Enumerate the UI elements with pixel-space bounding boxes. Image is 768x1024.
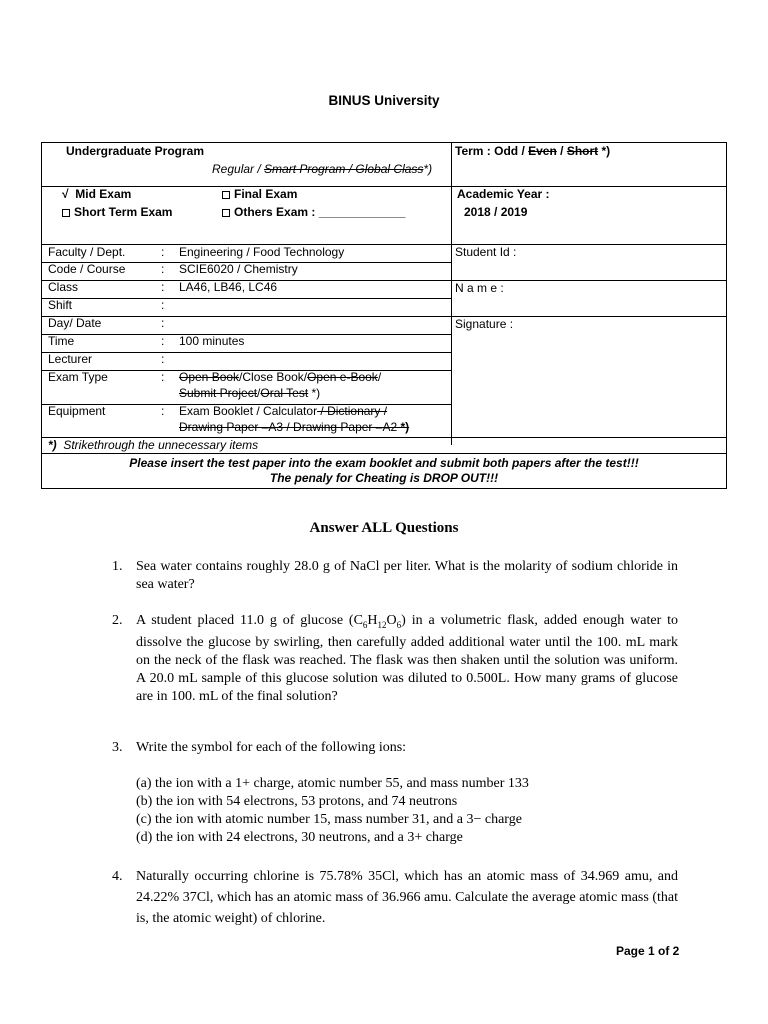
field-row-course xyxy=(42,262,451,281)
check-mark-icon: √ xyxy=(62,187,69,201)
mid-exam-label: Mid Exam xyxy=(75,187,132,201)
field-row-shift xyxy=(42,298,451,317)
exam-type-options-cell xyxy=(42,187,452,244)
academic-year-cell xyxy=(452,187,726,244)
field-row-time xyxy=(42,334,451,353)
subscript: 6 xyxy=(362,619,368,630)
equipment-line1 xyxy=(179,404,387,418)
program-type-regular: Regular / xyxy=(212,162,265,176)
question-number: 2. xyxy=(112,613,123,628)
field-colon: : xyxy=(161,316,165,330)
name-label: N a m e : xyxy=(455,281,504,295)
field-row-exam-type xyxy=(42,370,451,405)
equipment-dictionary: / Dictionary / xyxy=(317,404,388,418)
field-row-faculty xyxy=(42,245,451,263)
checkbox-icon xyxy=(222,209,230,217)
field-colon: : xyxy=(161,404,165,418)
exam-type-open-book: Open Book xyxy=(179,370,240,384)
program-type-end: *) xyxy=(423,162,433,176)
field-label: Equipment xyxy=(48,404,106,418)
question-text-part: H xyxy=(367,613,378,628)
field-label: Code / Course xyxy=(48,262,126,276)
strike-note xyxy=(48,438,258,452)
signature-row xyxy=(452,316,726,436)
program-type-struck: Smart Program / Global Class xyxy=(264,162,424,176)
university-title: BINUS University xyxy=(328,93,440,108)
exam-type-submit-project: Submit Project xyxy=(179,386,258,400)
term-odd: Term : Odd / xyxy=(455,144,529,158)
term-label xyxy=(455,144,610,158)
field-label: Lecturer xyxy=(48,352,93,366)
exam-type-slash: / xyxy=(257,386,261,400)
others-exam-label: Others Exam : _____________ xyxy=(234,205,406,219)
checkbox-icon xyxy=(222,191,230,199)
question-text xyxy=(136,612,678,706)
exam-type-line1 xyxy=(179,370,381,384)
term-end: *) xyxy=(598,144,611,158)
term-slash: / xyxy=(556,144,567,158)
program-cell xyxy=(42,143,452,186)
short-term-exam-label: Short Term Exam xyxy=(74,205,173,219)
question-item: (c) the ion with atomic number 15, mass number 31, and a 3− charge xyxy=(136,812,522,827)
equipment-drawing-paper: Drawing Paper –A3 / Drawing Paper –A2 xyxy=(179,420,401,434)
subscript: 6 xyxy=(396,619,402,630)
short-term-exam-option[interactable] xyxy=(62,205,172,219)
question-text-part: O xyxy=(386,613,397,628)
others-exam-option[interactable] xyxy=(222,205,405,219)
question-text: Sea water contains roughly 28.0 g of NaCl per liter. What is the molarity of sodium chloride in sea water? xyxy=(136,559,678,592)
field-value: 100 minutes xyxy=(179,334,245,348)
question-text-part: ) in a volumetric flask, added enough water to dissolve the glucose by swirling, then carefully added additional water until the 100. mL mark on the neck of the flask was reached. The flask was then shaken until the solution was uniform. A 20.0 mL sample of this glucose solution was diluted to 0.500L. How many grams of glucose are in 100. mL of the final solution? xyxy=(136,613,679,704)
field-colon: : xyxy=(161,262,165,276)
term-cell xyxy=(452,143,726,186)
exam-type-slash: / xyxy=(377,370,382,384)
field-colon: : xyxy=(161,352,165,366)
term-short: Short xyxy=(566,144,599,158)
question-text: Write the symbol for each of the following ions: xyxy=(136,740,407,755)
notice-line-1: Please insert the test paper into the exam booklet and submit both papers after the test!!! xyxy=(129,456,639,470)
info-fields-cell xyxy=(42,245,452,445)
question-number: 1. xyxy=(112,559,123,574)
field-colon: : xyxy=(161,370,165,384)
exam-type-open-ebook: Open e-Book xyxy=(307,370,378,384)
field-row-lecturer xyxy=(42,352,451,371)
mid-exam-option[interactable] xyxy=(62,187,131,201)
field-label: Exam Type xyxy=(48,370,108,384)
field-label: Faculty / Dept. xyxy=(48,245,126,259)
academic-year-value: 2018 / 2019 xyxy=(464,205,528,219)
question-item: (b) the ion with 54 electrons, 53 protons, and 74 neutrons xyxy=(136,794,458,809)
program-type xyxy=(212,162,432,176)
field-label: Time xyxy=(48,334,75,348)
field-colon: : xyxy=(161,334,165,348)
equipment-end: *) xyxy=(400,420,410,434)
program-row xyxy=(42,143,726,187)
field-colon: : xyxy=(161,245,165,259)
student-info-cell xyxy=(452,245,726,445)
instructions-heading: Answer ALL Questions xyxy=(309,520,459,536)
strike-note-row xyxy=(42,437,726,454)
subscript: 12 xyxy=(377,619,387,630)
strike-note-mark: *) xyxy=(48,438,57,452)
final-exam-option[interactable] xyxy=(222,187,297,201)
question-item: (a) the ion with a 1+ charge, atomic number 55, and mass number 133 xyxy=(136,776,529,791)
exam-type-line2 xyxy=(179,386,320,400)
final-exam-label: Final Exam xyxy=(234,187,298,201)
signature-label: Signature : xyxy=(455,317,514,331)
field-value: Engineering / Food Technology xyxy=(179,245,345,259)
checkbox-icon xyxy=(62,209,70,217)
strike-note-text: Strikethrough the unnecessary items xyxy=(63,438,259,452)
student-id-row xyxy=(452,245,726,281)
exam-type-oral-test: Oral Test xyxy=(260,386,309,400)
term-even: Even xyxy=(528,144,557,158)
exam-type-row xyxy=(42,187,726,245)
field-value: SCIE6020 / Chemistry xyxy=(179,262,298,276)
field-colon: : xyxy=(161,280,165,294)
student-id-label: Student Id : xyxy=(455,245,517,259)
notice-row xyxy=(42,455,726,489)
field-row-class xyxy=(42,280,451,299)
question-number: 3. xyxy=(112,740,123,755)
exam-type-close-book: /Close Book/ xyxy=(239,370,308,384)
field-label: Class xyxy=(48,280,79,294)
page-number: Page 1 of 2 xyxy=(616,944,680,958)
exam-type-end: *) xyxy=(308,386,321,400)
field-value: LA46, LB46, LC46 xyxy=(179,280,278,294)
field-colon: : xyxy=(161,298,165,312)
academic-year-label: Academic Year : xyxy=(457,187,550,201)
notice-line-2: The penaly for Cheating is DROP OUT!!! xyxy=(269,471,499,485)
program-label: Undergraduate Program xyxy=(66,144,205,158)
question-item: (d) the ion with 24 electrons, 30 neutrons, and a 3+ charge xyxy=(136,830,463,845)
exam-header-table xyxy=(41,142,727,489)
equipment-line2 xyxy=(179,420,409,434)
equipment-allowed: Exam Booklet / Calculator xyxy=(179,404,318,418)
name-row xyxy=(452,280,726,317)
field-row-date xyxy=(42,316,451,335)
question-number: 4. xyxy=(112,869,123,884)
field-row-equipment xyxy=(42,404,451,439)
field-label: Shift xyxy=(48,298,73,312)
question-text: Naturally occurring chlorine is 75.78% 35Cl, which has an atomic mass of 34.969 amu, and 24.22% 37Cl, which has an atomic mass of 36.966 amu. Calculate the average atomic mass (that is, the atomic weight) of chlorine. xyxy=(136,869,678,926)
field-label: Day/ Date xyxy=(48,316,102,330)
question-text-part: A student placed 11.0 g of glucose (C xyxy=(136,613,363,628)
info-section xyxy=(42,245,726,445)
